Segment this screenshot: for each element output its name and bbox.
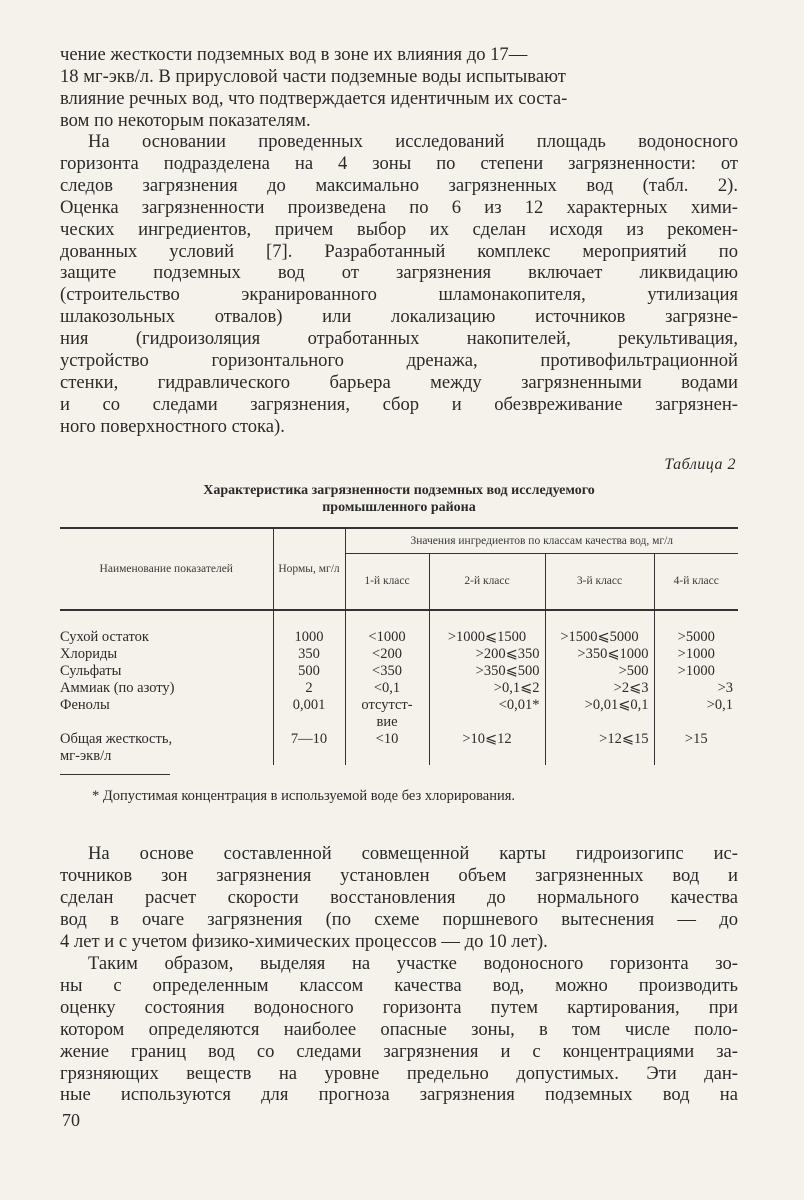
text-line: сделан расчет скорости восстановления до нормального качества bbox=[60, 886, 738, 908]
text-line: следов загрязнения до максимально загрязненных вод (табл. 2). bbox=[60, 174, 738, 196]
paragraph-2 bbox=[60, 131, 738, 438]
table-caption: Таблица 2 bbox=[664, 456, 736, 473]
table-row bbox=[60, 697, 738, 731]
header-class-2: 2-й класс bbox=[429, 554, 545, 611]
text-line: вом по некоторым показателям. bbox=[60, 109, 311, 131]
text-line: ные используются для прогноза загрязнения подземных вод на bbox=[60, 1084, 738, 1106]
page-number: 70 bbox=[62, 1110, 80, 1130]
text-line: дованных условий [7]. Разработанный комплекс мероприятий по bbox=[60, 240, 738, 262]
table-title bbox=[60, 482, 738, 516]
text-line: 4 лет и с учетом физико-химических процессов — до 10 лет). bbox=[60, 930, 548, 952]
table-row bbox=[60, 629, 738, 646]
cell-class-3: >500 bbox=[545, 663, 654, 680]
cell-class-3: >0,01⩽0,1 bbox=[545, 697, 654, 731]
paragraph-3 bbox=[60, 843, 738, 953]
header-class-4: 4-й класс bbox=[654, 554, 738, 611]
table-footnote: * Допустимая концентрация в используемой воде без хлорирования. bbox=[92, 788, 516, 804]
text-line: 18 мг-экв/л. В прирусловой части подземные воды испытывают bbox=[60, 65, 566, 87]
cell-class-4: >1000 bbox=[654, 663, 738, 680]
cell-norm: 500 bbox=[273, 663, 345, 680]
table-row bbox=[60, 646, 738, 663]
table-row bbox=[60, 663, 738, 680]
cell-class-3: >1500⩽5000 bbox=[545, 629, 654, 646]
text-line: Таким образом, выделяя на участке водоносного горизонта зо- bbox=[88, 953, 738, 974]
text-line: На основе составленной совмещенной карты гидроизогипс ис- bbox=[88, 843, 738, 864]
text-line: ческих ингредиентов, причем выбор их сделан исходя из рекомен- bbox=[60, 218, 738, 240]
cell-class-1: <1000 bbox=[345, 629, 429, 646]
text-line: ния (гидроизоляция отработанных накопителей, рекультивация, bbox=[60, 328, 738, 350]
cell-class-2: >1000⩽1500 bbox=[429, 629, 545, 646]
cell-name: Сульфаты bbox=[60, 663, 122, 679]
text-line: котором определяются наиболее опасные зоны, в том числе поло- bbox=[60, 1018, 738, 1040]
cell-class-1 bbox=[345, 697, 429, 731]
cell-norm: 7—10 bbox=[273, 731, 345, 765]
header-name: Наименование показателей bbox=[60, 528, 273, 610]
cell-class-4: >0,1 bbox=[654, 697, 738, 731]
cell-class-4: >15 bbox=[654, 731, 738, 765]
cell-class-2: <0,01* bbox=[429, 697, 545, 731]
cell-name: Сухой остаток bbox=[60, 629, 149, 645]
cell-class-1: <200 bbox=[345, 646, 429, 663]
cell-class-3: >2⩽3 bbox=[545, 680, 654, 697]
text-line: грязняющих веществ на уровне предельно допустимых. Эти дан- bbox=[60, 1062, 738, 1084]
text-line: жение границ вод со следами загрязнения и с концентрациями за- bbox=[60, 1040, 738, 1062]
contamination-table bbox=[60, 527, 738, 765]
cell-class-1: <10 bbox=[345, 731, 429, 765]
cell-class-3: >350⩽1000 bbox=[545, 646, 654, 663]
cell-norm: 0,001 bbox=[273, 697, 345, 731]
cell-class-2: >0,1⩽2 bbox=[429, 680, 545, 697]
cell-class-2: >200⩽350 bbox=[429, 646, 545, 663]
cell-name: Фенолы bbox=[60, 697, 110, 713]
cell-class-1: <350 bbox=[345, 663, 429, 680]
cell-class-4: >1000 bbox=[654, 646, 738, 663]
cell-class-4: >5000 bbox=[654, 629, 738, 646]
cell-class-4: >3 bbox=[654, 680, 738, 697]
header-norms: Нормы, мг/л bbox=[273, 528, 345, 610]
cell-name bbox=[60, 731, 273, 765]
cell-text-line: вие bbox=[376, 714, 398, 730]
cell-class-1: <0,1 bbox=[345, 680, 429, 697]
header-class-1: 1-й класс bbox=[345, 554, 429, 611]
cell-text-line: отсутст- bbox=[361, 697, 413, 713]
cell-name: Аммиак (по азоту) bbox=[60, 680, 175, 696]
cell-norm: 2 bbox=[273, 680, 345, 697]
text-line: ного поверхностного стока). bbox=[60, 415, 285, 437]
footnote-divider bbox=[60, 774, 170, 775]
text-line: На основании проведенных исследований площадь водоносного bbox=[88, 131, 738, 152]
text-line: влияние речных вод, что подтверждается идентичным их соста- bbox=[60, 87, 568, 109]
text-line: защите подземных вод от загрязнения включает ликвидацию bbox=[60, 262, 738, 284]
text-line: ны с определенным классом качества вод, можно производить bbox=[60, 974, 738, 996]
text-line: шлакозольных отвалов) или локализацию источников загрязне- bbox=[60, 306, 738, 328]
text-line: чение жесткости подземных вод в зоне их влияния до 17— bbox=[60, 44, 528, 65]
cell-class-3: >12⩽15 bbox=[545, 731, 654, 765]
text-line: горизонта подразделена на 4 зоны по степени загрязненности: от bbox=[60, 152, 738, 174]
text-line: (строительство экранированного шламонакопителя, утилизация bbox=[60, 284, 738, 306]
table-row bbox=[60, 731, 738, 765]
cell-class-2: >10⩽12 bbox=[429, 731, 545, 765]
table-title-line: промышленного района bbox=[322, 500, 476, 515]
cell-class-2: >350⩽500 bbox=[429, 663, 545, 680]
paragraph-4 bbox=[60, 953, 738, 1106]
header-class-3: 3-й класс bbox=[545, 554, 654, 611]
cell-name: Хлориды bbox=[60, 646, 118, 662]
text-line: устройство горизонтального дренажа, противофильтрационной bbox=[60, 350, 738, 372]
cell-text-line: мг-экв/л bbox=[60, 748, 112, 764]
table-title-line: Характеристика загрязненности подземных вод исследуемого bbox=[203, 483, 595, 498]
cell-norm: 1000 bbox=[273, 629, 345, 646]
paragraph-1 bbox=[60, 44, 738, 132]
text-line: вод в очаге загрязнения (по схеме поршневого вытеснения — до bbox=[60, 908, 738, 930]
text-line: стенки, гидравлического барьера между загрязненными водами bbox=[60, 371, 738, 393]
text-line: Оценка загрязненности произведена по 6 из 12 характерных хими- bbox=[60, 196, 738, 218]
cell-text-line: Общая жесткость, bbox=[60, 731, 173, 747]
header-group: Значения ингредиентов по классам качества вод, мг/л bbox=[345, 528, 738, 554]
text-line: и со следами загрязнения, сбор и обезвреживание загрязнен- bbox=[60, 393, 738, 415]
text-line: точников зон загрязнения установлен объем загрязненных вод и bbox=[60, 864, 738, 886]
table-row bbox=[60, 680, 738, 697]
text-line: оценку состояния водоносного горизонта путем картирования, при bbox=[60, 996, 738, 1018]
cell-norm: 350 bbox=[273, 646, 345, 663]
